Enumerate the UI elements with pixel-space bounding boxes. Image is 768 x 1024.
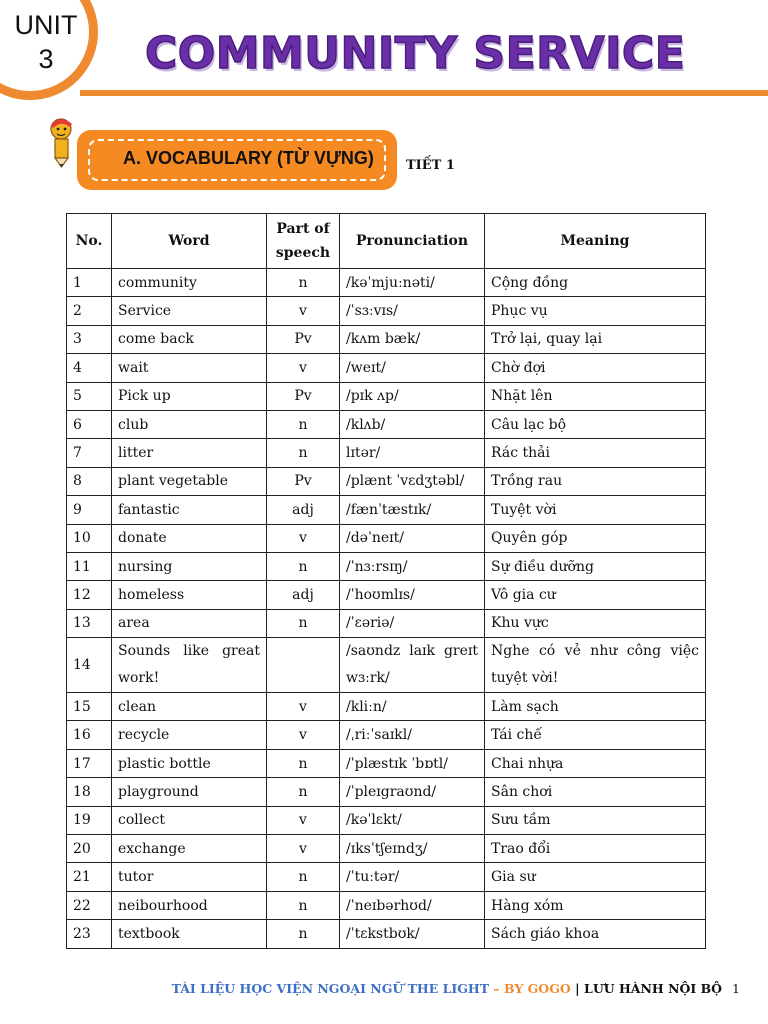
cell-number: 4 bbox=[67, 354, 112, 382]
cell-number: 2 bbox=[67, 297, 112, 325]
cell-part-of-speech: n bbox=[267, 269, 340, 297]
cell-pronunciation: /ˈtuːtər/ bbox=[340, 863, 485, 891]
header-word: Word bbox=[112, 214, 267, 269]
table-row bbox=[67, 297, 706, 325]
table-row bbox=[67, 609, 706, 637]
cell-number: 3 bbox=[67, 325, 112, 353]
table-row bbox=[67, 778, 706, 806]
table-row bbox=[67, 269, 706, 297]
cell-pronunciation: /klʌb/ bbox=[340, 410, 485, 438]
cell-word: homeless bbox=[112, 581, 267, 609]
cell-part-of-speech: Pv bbox=[267, 467, 340, 495]
cell-meaning: Phục vụ bbox=[485, 297, 706, 325]
header-divider bbox=[80, 90, 768, 96]
cell-meaning: Trở lại, quay lại bbox=[485, 325, 706, 353]
table-row bbox=[67, 552, 706, 580]
cell-part-of-speech: n bbox=[267, 749, 340, 777]
cell-number: 6 bbox=[67, 410, 112, 438]
cell-number: 11 bbox=[67, 552, 112, 580]
cell-word: Pick up bbox=[112, 382, 267, 410]
cell-number: 23 bbox=[67, 920, 112, 948]
cell-number: 1 bbox=[67, 269, 112, 297]
cell-word: area bbox=[112, 609, 267, 637]
cell-part-of-speech: v bbox=[267, 524, 340, 552]
cell-meaning: Gia sư bbox=[485, 863, 706, 891]
cell-word: neibourhood bbox=[112, 891, 267, 919]
cell-meaning: Tuyệt vời bbox=[485, 496, 706, 524]
cell-word: tutor bbox=[112, 863, 267, 891]
cell-part-of-speech: n bbox=[267, 439, 340, 467]
cell-part-of-speech: v bbox=[267, 354, 340, 382]
table-row bbox=[67, 325, 706, 353]
page-number: 1 bbox=[732, 981, 740, 996]
table-row bbox=[67, 721, 706, 749]
table-row bbox=[67, 410, 706, 438]
header-pos-line1: Part of bbox=[276, 221, 330, 237]
cell-word: exchange bbox=[112, 835, 267, 863]
cell-meaning: Nghe có vẻ như công việc tuyệt vời! bbox=[485, 638, 706, 693]
table-header-row bbox=[67, 214, 706, 269]
cell-number: 13 bbox=[67, 609, 112, 637]
header-no: No. bbox=[67, 214, 112, 269]
cell-part-of-speech: v bbox=[267, 721, 340, 749]
cell-part-of-speech: Pv bbox=[267, 325, 340, 353]
pencil-mascot-icon bbox=[44, 116, 80, 168]
cell-pronunciation: /pɪk ʌp/ bbox=[340, 382, 485, 410]
cell-pronunciation: /fænˈtæstɪk/ bbox=[340, 496, 485, 524]
cell-pronunciation: /ˈɛəriə/ bbox=[340, 609, 485, 637]
cell-meaning: Chờ đợi bbox=[485, 354, 706, 382]
table-row bbox=[67, 439, 706, 467]
cell-number: 16 bbox=[67, 721, 112, 749]
cell-pronunciation: /ˈneɪbərhʊd/ bbox=[340, 891, 485, 919]
table-row bbox=[67, 638, 706, 693]
section-header-pill bbox=[77, 130, 397, 190]
cell-number: 20 bbox=[67, 835, 112, 863]
cell-number: 14 bbox=[67, 638, 112, 693]
cell-part-of-speech: v bbox=[267, 693, 340, 721]
cell-meaning: Cộng đồng bbox=[485, 269, 706, 297]
header-part-of-speech bbox=[267, 214, 340, 269]
cell-pronunciation: /plænt ˈvɛdʒtəbl/ bbox=[340, 467, 485, 495]
cell-part-of-speech: adj bbox=[267, 496, 340, 524]
table-row bbox=[67, 920, 706, 948]
table-row bbox=[67, 749, 706, 777]
cell-meaning: Vô gia cư bbox=[485, 581, 706, 609]
cell-pronunciation: /kʌm bæk/ bbox=[340, 325, 485, 353]
table-row bbox=[67, 524, 706, 552]
vocabulary-table bbox=[66, 213, 706, 949]
cell-meaning: Trao đổi bbox=[485, 835, 706, 863]
cell-part-of-speech: n bbox=[267, 920, 340, 948]
table-row bbox=[67, 467, 706, 495]
cell-pronunciation: /saʊndz laɪk greɪt wɜːrk/ bbox=[340, 638, 485, 693]
cell-meaning: Sách giáo khoa bbox=[485, 920, 706, 948]
cell-word: collect bbox=[112, 806, 267, 834]
page-footer bbox=[0, 981, 740, 996]
cell-meaning: Rác thải bbox=[485, 439, 706, 467]
unit-badge bbox=[0, 8, 92, 76]
cell-part-of-speech: n bbox=[267, 552, 340, 580]
cell-meaning: Quyên góp bbox=[485, 524, 706, 552]
cell-part-of-speech: n bbox=[267, 891, 340, 919]
lesson-label: TIẾT 1 bbox=[406, 158, 455, 173]
cell-meaning: Sưu tầm bbox=[485, 806, 706, 834]
cell-pronunciation: /ˈsɜːvɪs/ bbox=[340, 297, 485, 325]
table-row bbox=[67, 496, 706, 524]
table-row bbox=[67, 354, 706, 382]
section-title: A. VOCABULARY (TỪ VỰNG) bbox=[123, 148, 374, 168]
cell-number: 21 bbox=[67, 863, 112, 891]
cell-meaning: Sự điều dưỡng bbox=[485, 552, 706, 580]
cell-pronunciation: /ˈhoʊmlɪs/ bbox=[340, 581, 485, 609]
cell-word: playground bbox=[112, 778, 267, 806]
table-row bbox=[67, 382, 706, 410]
cell-meaning: Nhặt lên bbox=[485, 382, 706, 410]
cell-number: 8 bbox=[67, 467, 112, 495]
cell-number: 9 bbox=[67, 496, 112, 524]
cell-part-of-speech: v bbox=[267, 835, 340, 863]
cell-word: donate bbox=[112, 524, 267, 552]
cell-pronunciation: /kəˈlɛkt/ bbox=[340, 806, 485, 834]
header-meaning: Meaning bbox=[485, 214, 706, 269]
cell-number: 7 bbox=[67, 439, 112, 467]
cell-pronunciation: /kliːn/ bbox=[340, 693, 485, 721]
cell-part-of-speech: v bbox=[267, 806, 340, 834]
cell-pronunciation: /ˈtɛkstbʊk/ bbox=[340, 920, 485, 948]
cell-word: wait bbox=[112, 354, 267, 382]
table-row bbox=[67, 581, 706, 609]
cell-word: clean bbox=[112, 693, 267, 721]
cell-part-of-speech bbox=[267, 638, 340, 693]
cell-part-of-speech: adj bbox=[267, 581, 340, 609]
unit-number: 3 bbox=[38, 44, 54, 74]
cell-word: nursing bbox=[112, 552, 267, 580]
cell-word: club bbox=[112, 410, 267, 438]
footer-internal-note: LƯU HÀNH NỘI BỘ bbox=[584, 981, 723, 996]
cell-pronunciation: /kəˈmjuːnəti/ bbox=[340, 269, 485, 297]
cell-number: 5 bbox=[67, 382, 112, 410]
cell-word: Service bbox=[112, 297, 267, 325]
cell-pronunciation: /weɪt/ bbox=[340, 354, 485, 382]
cell-part-of-speech: Pv bbox=[267, 382, 340, 410]
cell-part-of-speech: n bbox=[267, 410, 340, 438]
cell-number: 15 bbox=[67, 693, 112, 721]
unit-word: UNIT bbox=[14, 10, 78, 40]
header-pos-line2: speech bbox=[275, 245, 331, 261]
cell-meaning: Làm sạch bbox=[485, 693, 706, 721]
cell-number: 22 bbox=[67, 891, 112, 919]
table-row bbox=[67, 693, 706, 721]
cell-number: 17 bbox=[67, 749, 112, 777]
cell-meaning: Hàng xóm bbox=[485, 891, 706, 919]
cell-meaning: Tái chế bbox=[485, 721, 706, 749]
cell-meaning: Chai nhựa bbox=[485, 749, 706, 777]
cell-word: come back bbox=[112, 325, 267, 353]
cell-part-of-speech: n bbox=[267, 778, 340, 806]
cell-meaning: Sân chơi bbox=[485, 778, 706, 806]
page-title: COMMUNITY SERVICE bbox=[145, 28, 686, 79]
cell-pronunciation: /ˈnɜːrsɪŋ/ bbox=[340, 552, 485, 580]
cell-word: textbook bbox=[112, 920, 267, 948]
footer-dash: – bbox=[489, 981, 505, 996]
footer-separator: | bbox=[570, 981, 585, 996]
header-pronunciation: Pronunciation bbox=[340, 214, 485, 269]
table-body bbox=[67, 269, 706, 949]
cell-pronunciation: /ɪksˈtʃeɪndʒ/ bbox=[340, 835, 485, 863]
footer-org: TÀI LIỆU HỌC VIỆN NGOẠI NGỮ THE LIGHT bbox=[171, 981, 490, 996]
cell-word: litter bbox=[112, 439, 267, 467]
cell-meaning: Trồng rau bbox=[485, 467, 706, 495]
cell-word: Sounds like great work! bbox=[112, 638, 267, 693]
table-row bbox=[67, 835, 706, 863]
cell-number: 19 bbox=[67, 806, 112, 834]
cell-number: 10 bbox=[67, 524, 112, 552]
table-row bbox=[67, 891, 706, 919]
cell-meaning: Khu vực bbox=[485, 609, 706, 637]
cell-pronunciation: lɪtər/ bbox=[340, 439, 485, 467]
cell-part-of-speech: n bbox=[267, 863, 340, 891]
table-row bbox=[67, 863, 706, 891]
cell-word: plastic bottle bbox=[112, 749, 267, 777]
cell-word: fantastic bbox=[112, 496, 267, 524]
cell-meaning: Câu lạc bộ bbox=[485, 410, 706, 438]
table-row bbox=[67, 806, 706, 834]
cell-part-of-speech: n bbox=[267, 609, 340, 637]
cell-number: 12 bbox=[67, 581, 112, 609]
cell-word: community bbox=[112, 269, 267, 297]
cell-pronunciation: /ˈplæstɪk ˈbɒtl/ bbox=[340, 749, 485, 777]
cell-number: 18 bbox=[67, 778, 112, 806]
cell-part-of-speech: v bbox=[267, 297, 340, 325]
footer-author: BY GOGO bbox=[504, 981, 571, 996]
cell-pronunciation: /dəˈneɪt/ bbox=[340, 524, 485, 552]
cell-pronunciation: /ˌriːˈsaɪkl/ bbox=[340, 721, 485, 749]
cell-pronunciation: /ˈpleɪgraʊnd/ bbox=[340, 778, 485, 806]
cell-word: plant vegetable bbox=[112, 467, 267, 495]
cell-word: recycle bbox=[112, 721, 267, 749]
